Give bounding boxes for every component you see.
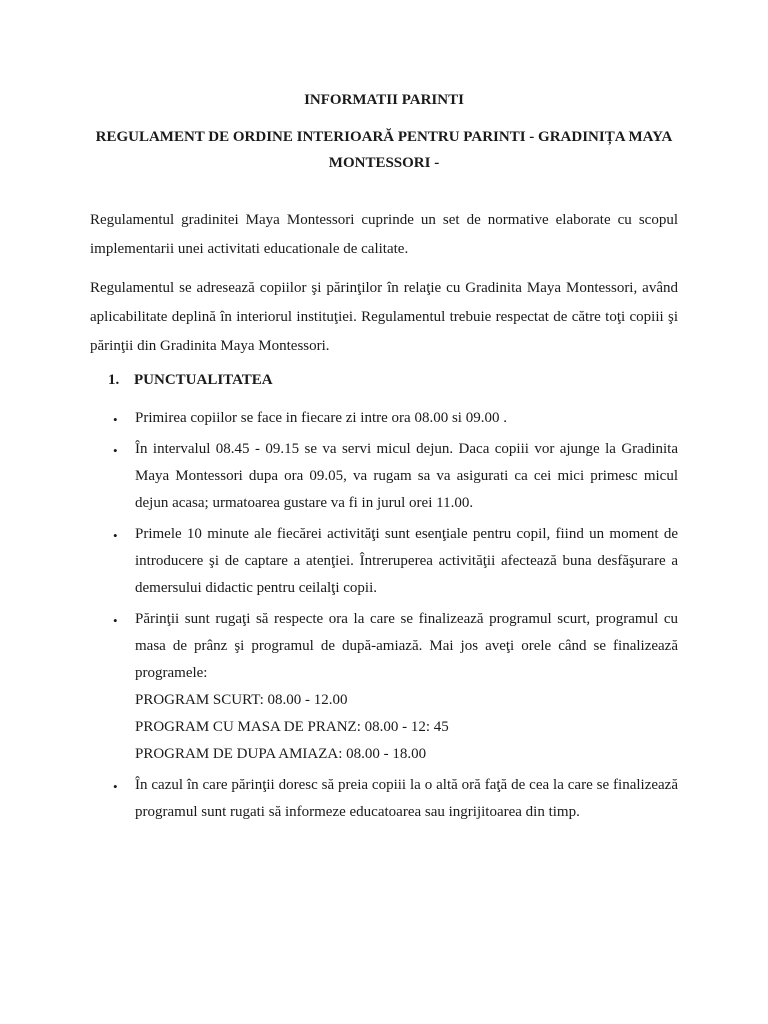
list-item-text: Părinţii sunt rugaţi să respecte ora la care se finalizează programul scurt, programul cu masa de prânz şi programul de după-amiază. Mai jos aveţi orele când se finalizează programele: (135, 611, 678, 681)
list-item (0, 606, 768, 772)
intro-paragraph: Regulamentul gradinitei Maya Montessori cuprinde un set de normative elaborate cu scopul implementarii unei activitati educationale de calitate. (90, 212, 678, 257)
list-item (0, 521, 768, 606)
bullet-icon: • (113, 443, 118, 458)
list-item (0, 772, 768, 830)
list-item-text: În cazul în care părinţii doresc să preia copiii la o altă oră faţă de cea la care se finalizează programul sunt rugati să informeze educatoarea sau ingrijitoarea din timp. (135, 777, 678, 820)
section-number: 1. (108, 372, 120, 388)
bullet-icon: • (113, 528, 118, 543)
schedule-line: PROGRAM CU MASA DE PRANZ: 08.00 - 12: 45 (135, 719, 449, 735)
document-title: INFORMATII PARINTI (304, 92, 464, 108)
list-item (0, 405, 768, 436)
list-item (0, 436, 768, 521)
list-item-text: În intervalul 08.45 - 09.15 se va servi micul dejun. Daca copiii vor ajunge la Gradinita Maya Montessori dupa ora 09.05, va rugam sa va asigurati ca cei mici primesc micul dejun acasa; urmatoarea gustare va fi in jurul orei 11.00. (135, 441, 678, 511)
document-subtitle: REGULAMENT DE ORDINE INTERIOARĂ PENTRU PARINTI - GRADINIȚA MAYA MONTESSORI - (95, 129, 673, 171)
punctuality-list (0, 405, 768, 830)
bullet-icon: • (113, 779, 118, 794)
section-heading (108, 372, 273, 389)
list-item-text: Primirea copiilor se face in fiecare zi intre ora 08.00 si 09.00 . (135, 410, 507, 426)
bullet-icon: • (113, 613, 118, 628)
section-title: PUNCTUALITATEA (134, 372, 273, 388)
list-item-content (135, 606, 678, 772)
bullet-icon: • (113, 412, 118, 427)
schedule-line: PROGRAM SCURT: 08.00 - 12.00 (135, 692, 348, 708)
scope-paragraph: Regulamentul se adresează copiilor şi părinţilor în relaţie cu Gradinita Maya Montessori, având aplicabilitate deplină în interiorul instituţiei. Regulamentul trebuie respectat de către toţi copiii şi părinţii din Gradinita Maya Montessori. (90, 280, 678, 354)
schedule-line: PROGRAM DE DUPA AMIAZA: 08.00 - 18.00 (135, 746, 427, 762)
list-item-text: Primele 10 minute ale fiecărei activităţi sunt esenţiale pentru copil, fiind un moment de introducere şi de captare a atenţiei. Întreruperea activităţii afectează buna desfăşurare a demersului didactic pentru ceilalţi copii. (135, 526, 678, 596)
